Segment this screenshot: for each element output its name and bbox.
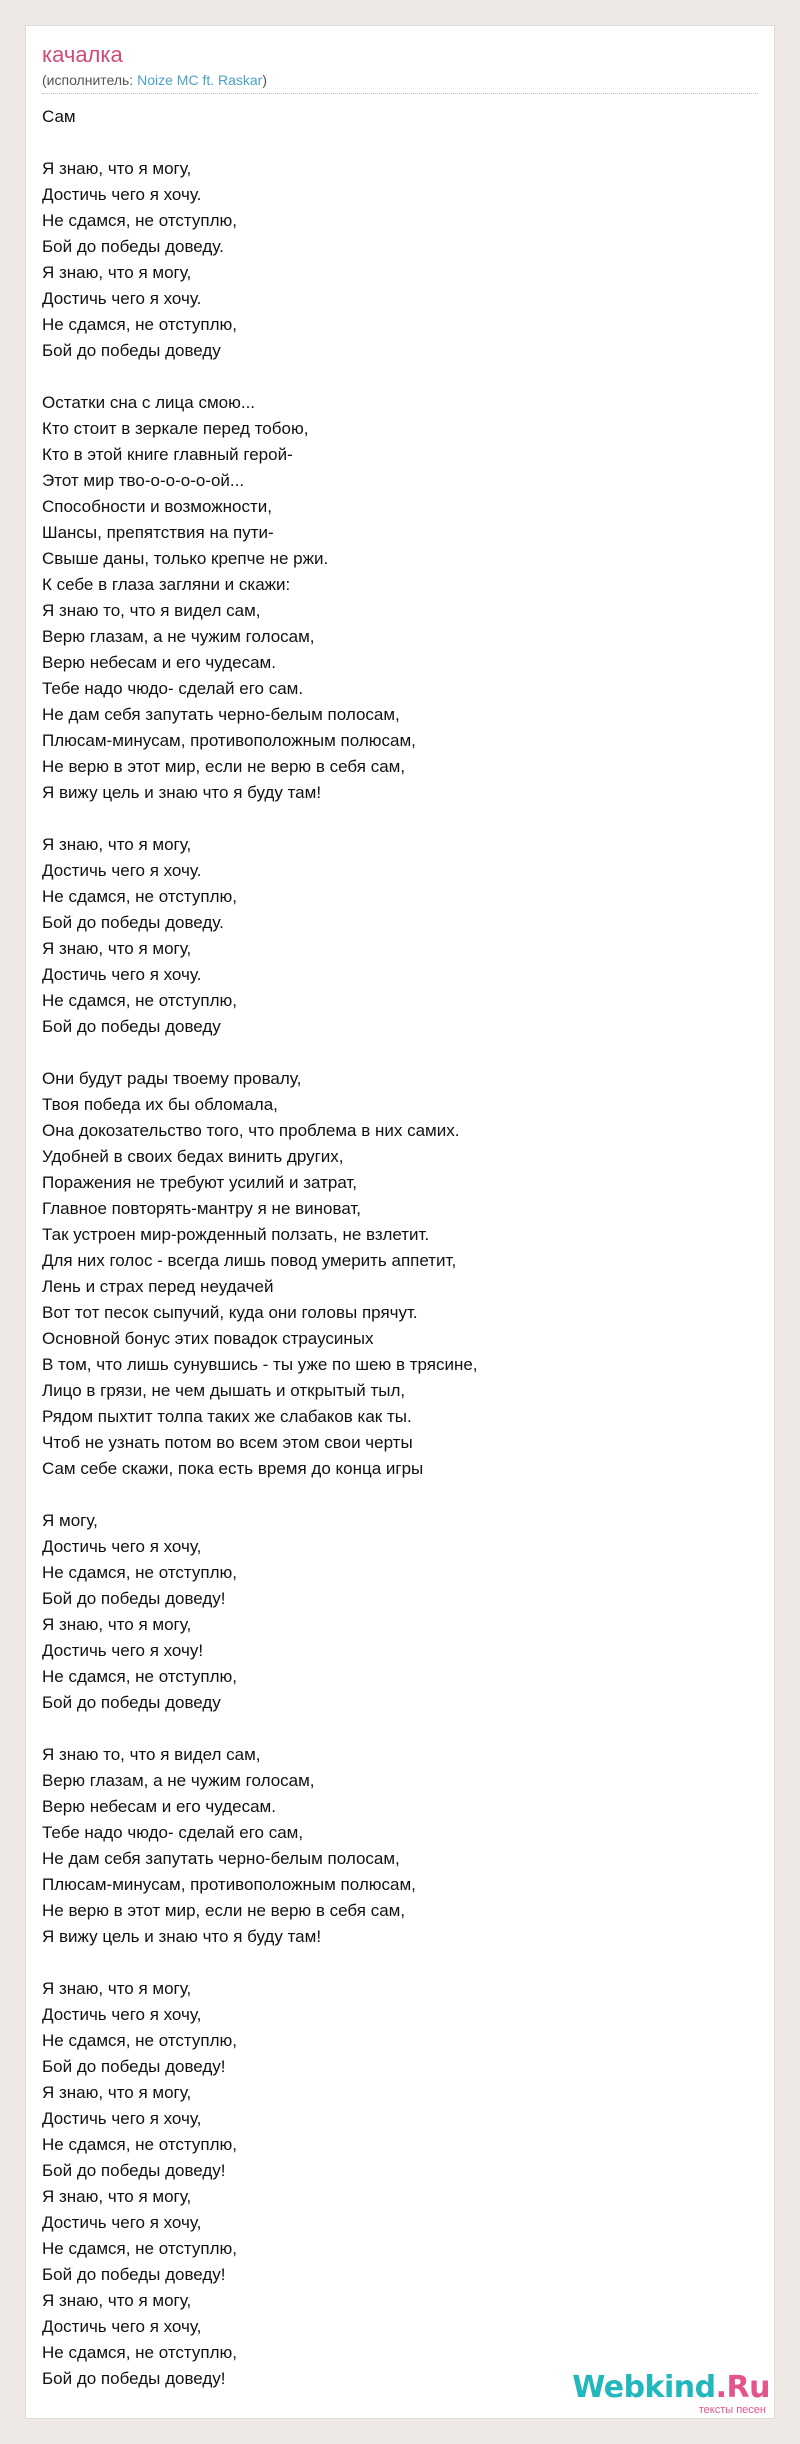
- logo-tld-text: .Ru: [715, 2370, 770, 2405]
- lyric-line: Бой до победы доведу.: [42, 913, 224, 932]
- lyric-line: Свыше даны, только крепче не ржи.: [42, 549, 329, 568]
- lyric-line: Достичь чего я хочу,: [42, 2005, 202, 2024]
- lyric-line: Верю небесам и его чудесам.: [42, 653, 276, 672]
- stanza-gap: [42, 806, 742, 832]
- lyric-line: Лицо в грязи, не чем дышать и открытый тыл,: [42, 1381, 406, 1400]
- lyric-line: Не сдамся, не отступлю,: [42, 2343, 237, 2362]
- lyric-line: Достичь чего я хочу,: [42, 2109, 202, 2128]
- lyric-line: Я знаю, что я могу,: [42, 835, 192, 854]
- stanza-gap: [42, 1716, 742, 1742]
- lyric-line: Главное повторять-мантру я не виноват,: [42, 1199, 362, 1218]
- lyric-line: Тебе надо чюдо- сделай его сам.: [42, 679, 304, 698]
- song-title: качалка: [42, 42, 123, 67]
- lyric-line: Я могу,: [42, 1511, 98, 1530]
- lyric-line: Лень и страх перед неудачей: [42, 1277, 274, 1296]
- lyric-line: Не дам себя запутать черно-белым полосам,: [42, 1849, 400, 1868]
- lyric-line: Основной бонус этих повадок страусиных: [42, 1329, 374, 1348]
- lyric-line: Не сдамся, не отступлю,: [42, 2135, 237, 2154]
- lyric-line: Достичь чего я хочу,: [42, 1537, 202, 1556]
- lyric-line: Бой до победы доведу!: [42, 2161, 226, 2180]
- lyric-line: Не верю в этот мир, если не верю в себя сам,: [42, 1901, 406, 1920]
- lyrics-text: [42, 104, 742, 2392]
- stanza-gap: [42, 1950, 742, 1976]
- lyric-line: Я знаю, что я могу,: [42, 1979, 192, 1998]
- lyric-line: Поражения не требуют усилий и затрат,: [42, 1173, 358, 1192]
- lyric-line: В том, что лишь сунувшись - ты уже по шею в трясине,: [42, 1355, 478, 1374]
- lyric-line: Она докозательство того, что проблема в них самих.: [42, 1121, 460, 1140]
- lyric-line: Бой до победы доведу!: [42, 2369, 226, 2388]
- lyric-line: Я знаю, что я могу,: [42, 2291, 192, 2310]
- artist-suffix: ): [262, 72, 268, 88]
- lyric-line: Плюсам-минусам, противоположным полюсам,: [42, 1875, 416, 1894]
- lyric-line: Кто в этой книге главный герой-: [42, 445, 293, 464]
- lyric-line: Не сдамся, не отступлю,: [42, 887, 237, 906]
- artist-line: [42, 71, 267, 89]
- lyric-line: Бой до победы доведу: [42, 1693, 221, 1712]
- stanza-gap: [42, 1040, 742, 1066]
- lyric-line: Достичь чего я хочу.: [42, 185, 202, 204]
- lyric-line: Чтоб не узнать потом во всем этом свои черты: [42, 1433, 413, 1452]
- lyric-line: Достичь чего я хочу.: [42, 861, 202, 880]
- title-divider: [42, 93, 758, 94]
- lyric-line: Верю глазам, а не чужим голосам,: [42, 627, 315, 646]
- lyric-line: Не сдамся, не отступлю,: [42, 991, 237, 1010]
- logo-wordmark: [570, 2372, 770, 2404]
- stanza-gap: [42, 1482, 742, 1508]
- lyric-line: Достичь чего я хочу,: [42, 2213, 202, 2232]
- artist-link[interactable]: Noize MC ft. Raskar: [137, 72, 263, 88]
- webkind-logo[interactable]: [570, 2372, 770, 2424]
- lyric-line: Они будут рады твоему провалу,: [42, 1069, 302, 1088]
- lyric-line: Сам себе скажи, пока есть время до конца игры: [42, 1459, 424, 1478]
- logo-main-text: Webkind: [572, 2370, 716, 2405]
- lyric-line: Кто стоит в зеркале перед тобою,: [42, 419, 309, 438]
- logo-tagline: тексты песен: [698, 2404, 766, 2416]
- stanza-gap: [42, 130, 742, 156]
- lyric-line: Шансы, препятствия на пути-: [42, 523, 274, 542]
- lyric-line: Так устроен мир-рожденный ползать, не взлетит.: [42, 1225, 430, 1244]
- lyric-line: Я вижу цель и знаю что я буду там!: [42, 1927, 322, 1946]
- lyric-line: Бой до победы доведу!: [42, 1589, 226, 1608]
- stanza-gap: [42, 364, 742, 390]
- lyric-line: Я знаю, что я могу,: [42, 159, 192, 178]
- lyric-line: Достичь чего я хочу,: [42, 2317, 202, 2336]
- lyric-line: Рядом пыхтит толпа таких же слабаков как ты.: [42, 1407, 412, 1426]
- lyric-line: Твоя победа их бы обломала,: [42, 1095, 278, 1114]
- lyric-line: Тебе надо чюдо- сделай его сам,: [42, 1823, 304, 1842]
- lyric-line: Способности и возможности,: [42, 497, 272, 516]
- lyric-line: Я знаю, что я могу,: [42, 2083, 192, 2102]
- lyric-line: Этот мир тво-о-о-о-о-ой...: [42, 471, 245, 490]
- lyric-line: Бой до победы доведу: [42, 1017, 221, 1036]
- lyric-line: Остатки сна с лица смою...: [42, 393, 256, 412]
- lyric-line: Не сдамся, не отступлю,: [42, 315, 237, 334]
- lyric-line: Плюсам-минусам, противоположным полюсам,: [42, 731, 416, 750]
- lyric-line: Я вижу цель и знаю что я буду там!: [42, 783, 322, 802]
- lyric-line: Я знаю, что я могу,: [42, 263, 192, 282]
- lyric-line: Не сдамся, не отступлю,: [42, 1667, 237, 1686]
- lyric-line: Верю небесам и его чудесам.: [42, 1797, 276, 1816]
- lyric-line: Не сдамся, не отступлю,: [42, 2031, 237, 2050]
- lyric-line: Достичь чего я хочу.: [42, 965, 202, 984]
- lyric-line: Бой до победы доведу!: [42, 2265, 226, 2284]
- lyric-line: Я знаю то, что я видел сам,: [42, 601, 261, 620]
- lyric-line: Я знаю, что я могу,: [42, 1615, 192, 1634]
- lyric-line: Сам: [42, 107, 76, 126]
- lyric-line: Не дам себя запутать черно-белым полосам,: [42, 705, 400, 724]
- lyric-line: Я знаю, что я могу,: [42, 2187, 192, 2206]
- lyric-line: Бой до победы доведу: [42, 341, 221, 360]
- lyric-line: Бой до победы доведу.: [42, 237, 224, 256]
- lyric-line: Достичь чего я хочу!: [42, 1641, 204, 1660]
- lyric-line: Не сдамся, не отступлю,: [42, 1563, 237, 1582]
- lyric-line: Не сдамся, не отступлю,: [42, 211, 237, 230]
- lyric-line: Вот тот песок сыпучий, куда они головы прячут.: [42, 1303, 418, 1322]
- lyric-line: Бой до победы доведу!: [42, 2057, 226, 2076]
- lyric-line: Я знаю то, что я видел сам,: [42, 1745, 261, 1764]
- lyric-line: Удобней в своих бедах винить других,: [42, 1147, 344, 1166]
- lyric-line: Не сдамся, не отступлю,: [42, 2239, 237, 2258]
- lyric-line: Не верю в этот мир, если не верю в себя сам,: [42, 757, 406, 776]
- lyric-line: Достичь чего я хочу.: [42, 289, 202, 308]
- lyric-line: Верю глазам, а не чужим голосам,: [42, 1771, 315, 1790]
- lyric-line: К себе в глаза загляни и скажи:: [42, 575, 291, 594]
- artist-prefix: (исполнитель:: [42, 72, 138, 88]
- lyric-line: Я знаю, что я могу,: [42, 939, 192, 958]
- lyric-line: Для них голос - всегда лишь повод умерить аппетит,: [42, 1251, 457, 1270]
